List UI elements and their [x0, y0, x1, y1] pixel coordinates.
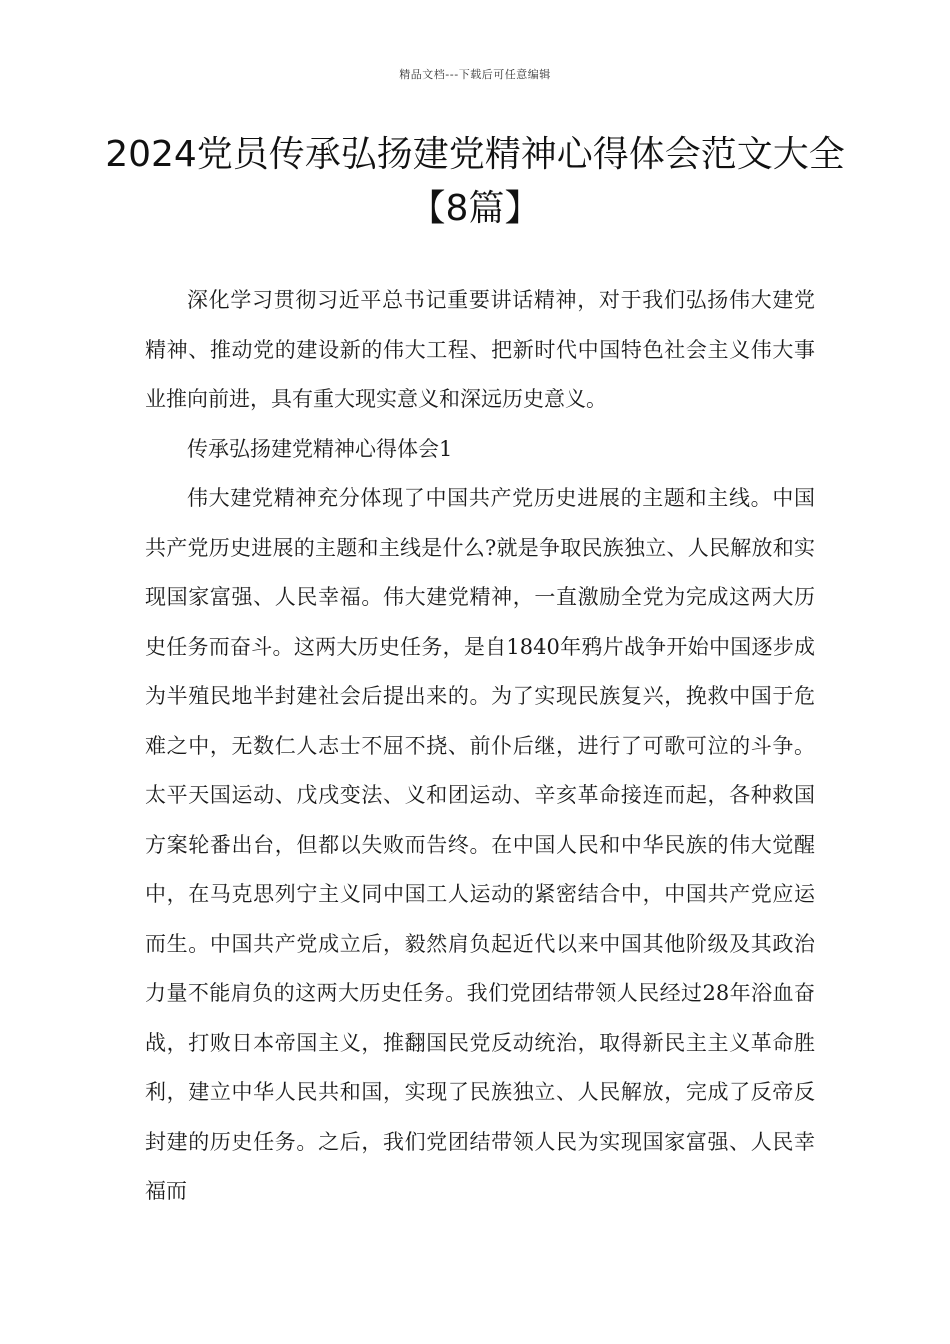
document-title: 2024党员传承弘扬建党精神心得体会范文大全【8篇】 — [105, 134, 845, 229]
section-heading: 传承弘扬建党精神心得体会1 — [187, 436, 453, 461]
body-paragraph: 伟大建党精神充分体现了中国共产党历史进展的主题和主线。中国共产党历史进展的主题和主线是什么?就是争取民族独立、人民解放和实现国家富强、人民幸福。伟大建党精神，一直激励全党为完成这两大历史任务而奋斗。这两大历史任务，是自1840年鸦片战争开始中国逐步成为半殖民地半封建社会后提出来的。为了实现民族复兴，挽救中国于危难之中，无数仁人志士不屈不挠、前仆后继，进行了可歌可泣的斗争。太平天国运动、戊戌变法、义和团运动、辛亥革命接连而起，各种救国方案轮番出台，但都以失败而告终。在中国人民和中华民族的伟大觉醒中，在马克思列宁主义同中国工人运动的紧密结合中，中国共产党应运而生。中国共产党成立后，毅然肩负起近代以来中国其他阶级及其政治力量不能肩负的这两大历史任务。我们党团结带领人民经过28年浴血奋战，打败日本帝国主义，推翻国民党反动统治，取得新民主主义革命胜利，建立中华人民共和国，实现了民族独立、人民解放，完成了反帝反封建的历史任务。之后，我们党团结带领人民为实现国家富强、人民幸福而 — [145, 486, 815, 1203]
document-body — [145, 276, 815, 1217]
header-note: 精品文档---下载后可任意编辑 — [399, 68, 551, 81]
intro-paragraph: 深化学习贯彻习近平总书记重要讲话精神，对于我们弘扬伟大建党精神、推动党的建设新的伟大工程、把新时代中国特色社会主义伟大事业推向前进，具有重大现实意义和深远历史意义。 — [145, 288, 815, 411]
